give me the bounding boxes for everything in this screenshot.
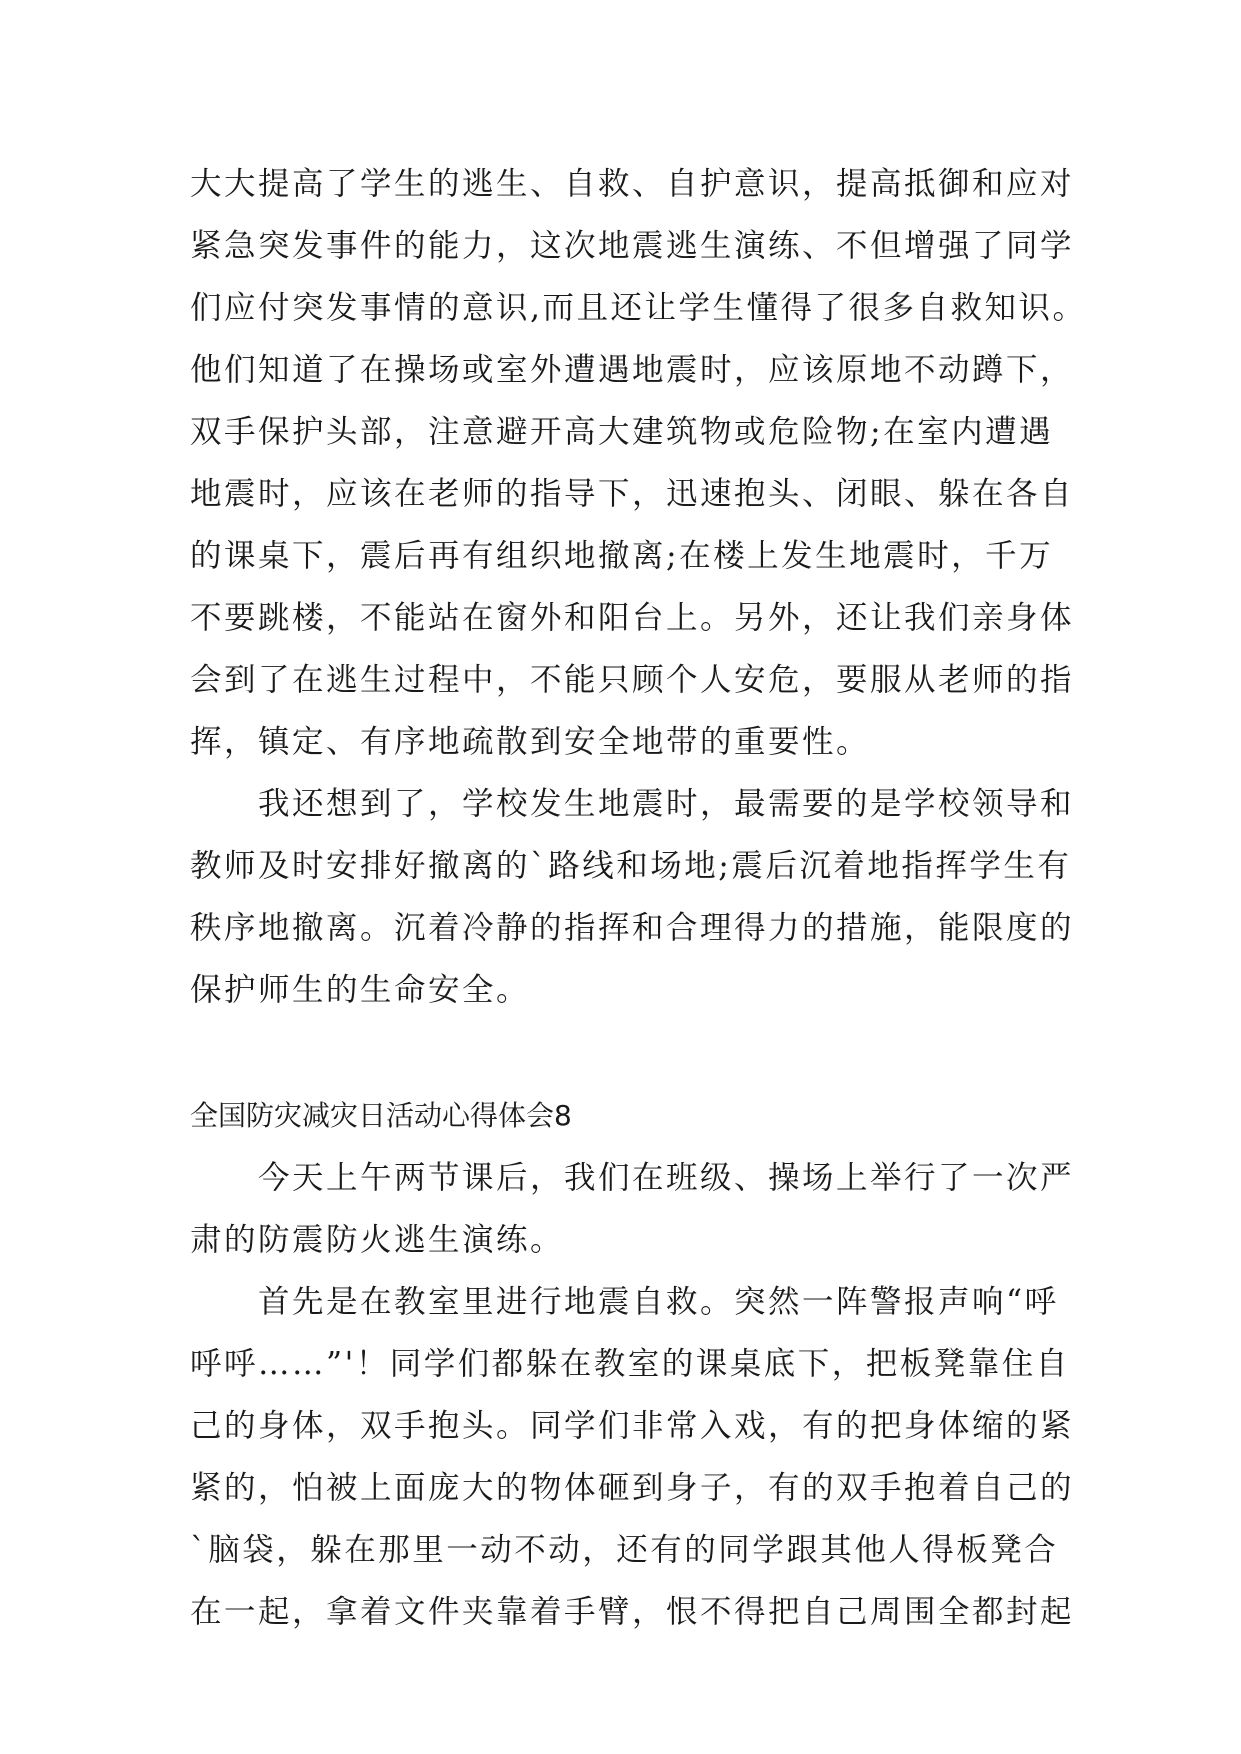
- paragraph-line: 们应付突发事情的意识,而且还让学生懂得了很多自救知识。: [190, 290, 1087, 326]
- paragraph-line: 保护师生的生命安全。: [190, 972, 531, 1008]
- paragraph-line: 今天上午两节课后，我们在班级、操场上举行了一次严: [258, 1160, 1075, 1196]
- paragraph-line: `脑袋，躲在那里一动不动，还有的同学跟其他人得板凳合: [190, 1532, 1059, 1568]
- paragraph-line: 呼呼……”'！同学们都躲在教室的课桌底下，把板凳靠住自: [190, 1346, 1070, 1382]
- paragraph-line: 挥，镇定、有序地疏散到安全地带的重要性。: [190, 724, 871, 760]
- paragraph-line: 我还想到了，学校发生地震时，最需要的是学校领导和: [258, 786, 1075, 822]
- paragraph-line: 己的身体，双手抱头。同学们非常入戏，有的把身体缩的紧: [190, 1408, 1075, 1444]
- paragraph-line: 会到了在逃生过程中，不能只顾个人安危，要服从老师的指: [190, 662, 1075, 698]
- paragraph-line: 首先是在教室里进行地震自救。突然一阵警报声响“呼: [258, 1284, 1059, 1320]
- paragraph-line: 不要跳楼，不能站在窗外和阳台上。另外，还让我们亲身体: [190, 600, 1075, 636]
- paragraph-line: 紧的，怕被上面庞大的物体砸到身子，有的双手抱着自己的: [190, 1470, 1075, 1506]
- paragraph-line: 教师及时安排好撤离的`路线和场地;震后沉着地指挥学生有: [190, 848, 1072, 884]
- paragraph-line: 地震时，应该在老师的指导下，迅速抱头、闭眼、躲在各自: [190, 476, 1075, 512]
- paragraph-line: 双手保护头部，注意避开高大建筑物或危险物;在室内遭遇: [190, 414, 1054, 450]
- paragraph-line: 的课桌下，震后再有组织地撤离;在楼上发生地震时，千万: [190, 538, 1054, 574]
- paragraph-line: 紧急突发事件的能力，这次地震逃生演练、不但增强了同学: [190, 228, 1075, 264]
- section-title: 全国防灾减灾日活动心得体会8: [190, 1099, 572, 1132]
- paragraph-line: 大大提高了学生的逃生、自救、自护意识，提高抵御和应对: [190, 166, 1075, 202]
- paragraph-line: 他们知道了在操场或室外遭遇地震时，应该原地不动蹲下，: [190, 352, 1075, 388]
- paragraph-line: 秩序地撤离。沉着冷静的指挥和合理得力的措施，能限度的: [190, 910, 1075, 946]
- paragraph-line: 肃的防震防火逃生演练。: [190, 1222, 565, 1258]
- paragraph-line: 在一起，拿着文件夹靠着手臂，恨不得把自己周围全都封起: [190, 1594, 1075, 1630]
